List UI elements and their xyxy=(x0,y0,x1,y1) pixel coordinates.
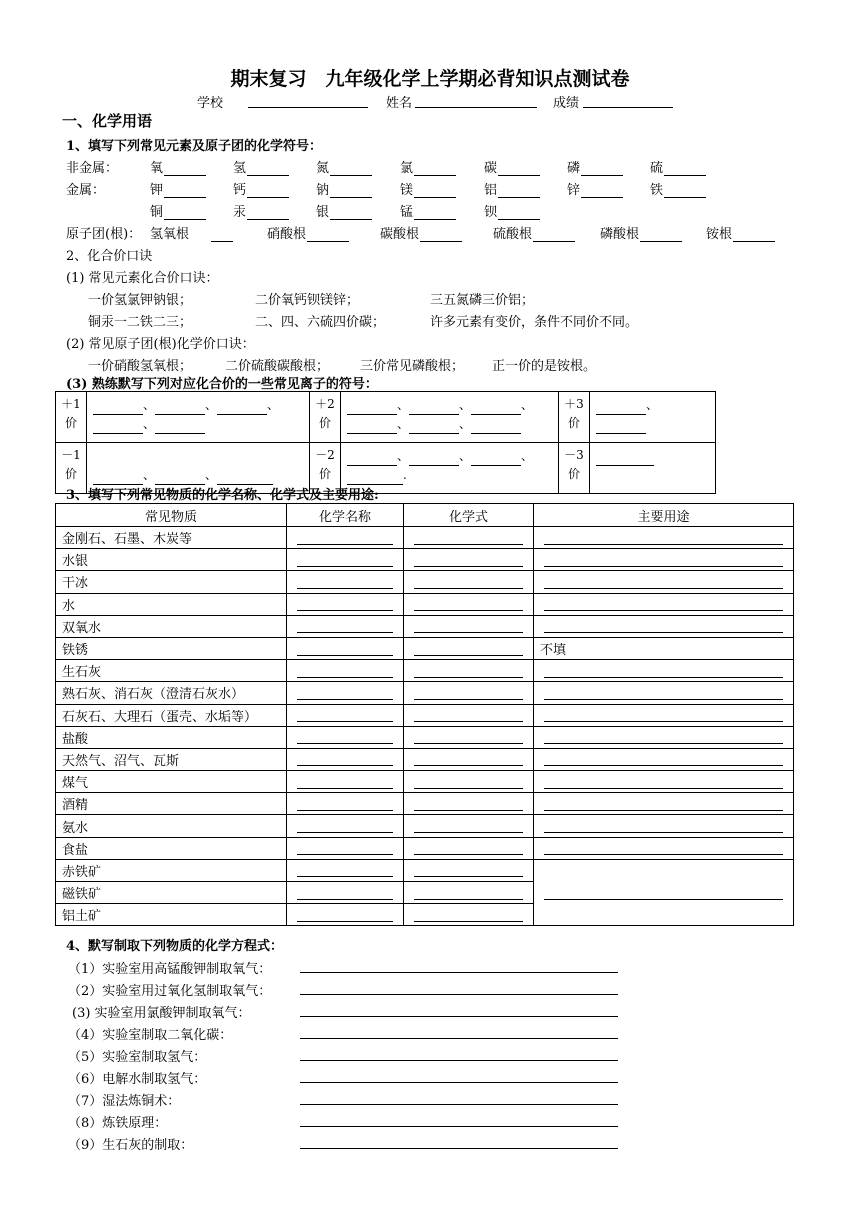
group-rhyme-a: 一价硝酸氢氧根； xyxy=(88,359,193,374)
plus1-cell[interactable]: 、 、 、 、 xyxy=(87,392,310,443)
element-manganese: 锰 xyxy=(400,201,456,220)
table-row: 熟石灰、消石灰（澄清石灰水） xyxy=(56,682,794,704)
table-row: 氨水 xyxy=(56,815,794,837)
equation-field-7[interactable] xyxy=(300,1090,618,1105)
element-copper: 铜 xyxy=(150,201,206,220)
equation-field-1[interactable] xyxy=(300,958,618,973)
minus3-cell[interactable] xyxy=(590,443,716,494)
group-nitrate: 硝酸根 xyxy=(267,223,349,242)
equation-label-3: (3) 实验室用氯酸钾制取氧气： xyxy=(72,1006,251,1021)
q2-part2: (2) 常见原子团(根)化学价口诀： xyxy=(66,337,255,352)
score-label: 成绩 xyxy=(553,96,580,111)
plus2-label: ＋2 价 xyxy=(310,392,341,443)
table-row: 水银 xyxy=(56,549,794,571)
plus3-cell[interactable]: 、 xyxy=(590,392,716,443)
element-magnesium: 镁 xyxy=(400,179,456,198)
table-row: 煤气 xyxy=(56,771,794,793)
table-row: 生石灰 xyxy=(56,660,794,682)
substances-table xyxy=(55,503,794,926)
table-row: 食盐 xyxy=(56,837,794,859)
minus2-cell[interactable]: 、 、 、 . xyxy=(341,443,559,494)
group-carbonate: 碳酸根 xyxy=(380,223,462,242)
element-nitrogen: 氮 xyxy=(316,157,372,176)
table-row: 铁锈 不填 xyxy=(56,637,794,659)
q4-title: 4、默写制取下列物质的化学方程式： xyxy=(66,939,284,954)
table-row: 石灰石、大理石（蛋壳、水垢等） xyxy=(56,704,794,726)
group-label: 原子团(根)： xyxy=(66,227,142,242)
equation-field-5[interactable] xyxy=(300,1046,618,1061)
table-row: 盐酸 xyxy=(56,726,794,748)
ion-table xyxy=(55,391,716,494)
valence-rhyme-1b: 二价氧钙钡镁锌； xyxy=(255,293,360,308)
group-hydroxide: 氢氧根 xyxy=(150,223,233,242)
table-row: 金刚石、石墨、木炭等 xyxy=(56,527,794,549)
table-row: 天然气、沼气、瓦斯 xyxy=(56,748,794,770)
school-field[interactable] xyxy=(248,92,368,108)
table-row: 水 xyxy=(56,593,794,615)
score-field[interactable] xyxy=(583,92,673,108)
q3-title: 3、填写下列常见物质的化学名称、化学式及主要用途: xyxy=(66,488,379,503)
equation-field-8[interactable] xyxy=(300,1112,618,1127)
table-header-row xyxy=(56,504,794,527)
page-title: 期末复习 九年级化学上学期必背知识点测试卷 xyxy=(230,68,630,90)
element-sodium: 钠 xyxy=(316,179,372,198)
table-row: 赤铁矿 xyxy=(56,859,794,881)
element-potassium: 钾 xyxy=(150,179,206,198)
school-label: 学校 xyxy=(197,96,224,111)
col-use: 主要用途 xyxy=(534,504,794,527)
equation-label-7: （7）湿法炼铜术： xyxy=(68,1094,181,1109)
rust-use-note: 不填 xyxy=(534,637,794,659)
group-ammonium: 铵根 xyxy=(706,223,775,242)
equation-label-9: （9）生石灰的制取： xyxy=(68,1138,194,1153)
equation-label-1: （1）实验室用高锰酸钾制取氧气： xyxy=(68,962,272,977)
valence-rhyme-2b: 二、四、六硫四价碳； xyxy=(255,315,386,330)
group-rhyme-c: 三价常见磷酸根； xyxy=(360,359,465,374)
q1-title: 1、填写下列常见元素及原子团的化学符号： xyxy=(66,139,323,154)
element-sulfur: 硫 xyxy=(650,157,706,176)
col-chem-name: 化学名称 xyxy=(287,504,404,527)
valence-rhyme-2c: 许多元素有变价，条件不同价不同。 xyxy=(430,315,639,330)
element-calcium: 钙 xyxy=(233,179,289,198)
name-label: 姓名 xyxy=(386,96,413,111)
valence-rhyme-1c: 三五氮磷三价铝； xyxy=(430,293,535,308)
minus1-label: －1 价 xyxy=(56,443,87,494)
table-row: 酒精 xyxy=(56,793,794,815)
equation-field-3[interactable] xyxy=(300,1002,618,1017)
element-zinc: 锌 xyxy=(567,179,623,198)
equation-label-8: （8）炼铁原理： xyxy=(68,1116,168,1131)
name-field[interactable] xyxy=(415,92,537,108)
metal-label: 金属： xyxy=(66,183,106,198)
plus1-label: ＋1 价 xyxy=(56,392,87,443)
equation-field-2[interactable] xyxy=(300,980,618,995)
q2-part1: (1) 常见元素化合价口诀： xyxy=(66,271,219,286)
col-substance: 常见物质 xyxy=(56,504,287,527)
group-phosphate: 磷酸根 xyxy=(600,223,682,242)
element-silver: 银 xyxy=(316,201,372,220)
table-row: 干冰 xyxy=(56,571,794,593)
element-mercury: 汞 xyxy=(233,201,289,220)
valence-rhyme-2a: 铜汞一二铁二三； xyxy=(88,315,193,330)
minus2-label: －2 价 xyxy=(310,443,341,494)
element-oxygen: 氧 xyxy=(150,157,206,176)
element-carbon: 碳 xyxy=(484,157,540,176)
equation-field-6[interactable] xyxy=(300,1068,618,1083)
element-hydrogen: 氢 xyxy=(233,157,289,176)
element-iron: 铁 xyxy=(650,179,706,198)
nonmetal-label: 非金属： xyxy=(66,161,119,176)
element-aluminum: 铝 xyxy=(484,179,540,198)
group-rhyme-b: 二价硫酸碳酸根； xyxy=(225,359,330,374)
equation-field-9[interactable] xyxy=(300,1134,618,1149)
group-rhyme-d: 正一价的是铵根。 xyxy=(492,359,597,374)
plus3-label: ＋3 价 xyxy=(559,392,590,443)
element-phosphorus: 磷 xyxy=(567,157,623,176)
table-row: 磁铁矿 xyxy=(56,882,794,904)
element-barium: 钡 xyxy=(484,201,540,220)
equation-label-6: （6）电解水制取氢气： xyxy=(68,1072,207,1087)
section-1-heading: 一、化学用语 xyxy=(62,112,153,130)
equation-label-2: （2）实验室用过氧化氢制取氧气： xyxy=(68,984,272,999)
valence-rhyme-1a: 一价氢氯钾钠银； xyxy=(88,293,193,308)
equation-field-4[interactable] xyxy=(300,1024,618,1039)
equation-label-5: （5）实验室制取氢气： xyxy=(68,1050,207,1065)
table-row: 双氧水 xyxy=(56,615,794,637)
col-formula: 化学式 xyxy=(404,504,534,527)
ore-use-cell[interactable] xyxy=(534,859,794,926)
plus2-cell[interactable]: 、 、 、 、 、 xyxy=(341,392,559,443)
q2-title: 2、化合价口诀 xyxy=(66,249,153,264)
q2-part3: (3) 熟练默写下列对应化合价的一些常见离子的符号： xyxy=(66,377,378,392)
minus1-cell[interactable]: 、 、 xyxy=(87,443,310,494)
equation-label-4: （4）实验室制取二氧化碳： xyxy=(68,1028,233,1043)
table-row: 铝土矿 xyxy=(56,904,794,926)
group-sulfate: 硫酸根 xyxy=(493,223,575,242)
minus3-label: －3 价 xyxy=(559,443,590,494)
element-chlorine: 氯 xyxy=(400,157,456,176)
